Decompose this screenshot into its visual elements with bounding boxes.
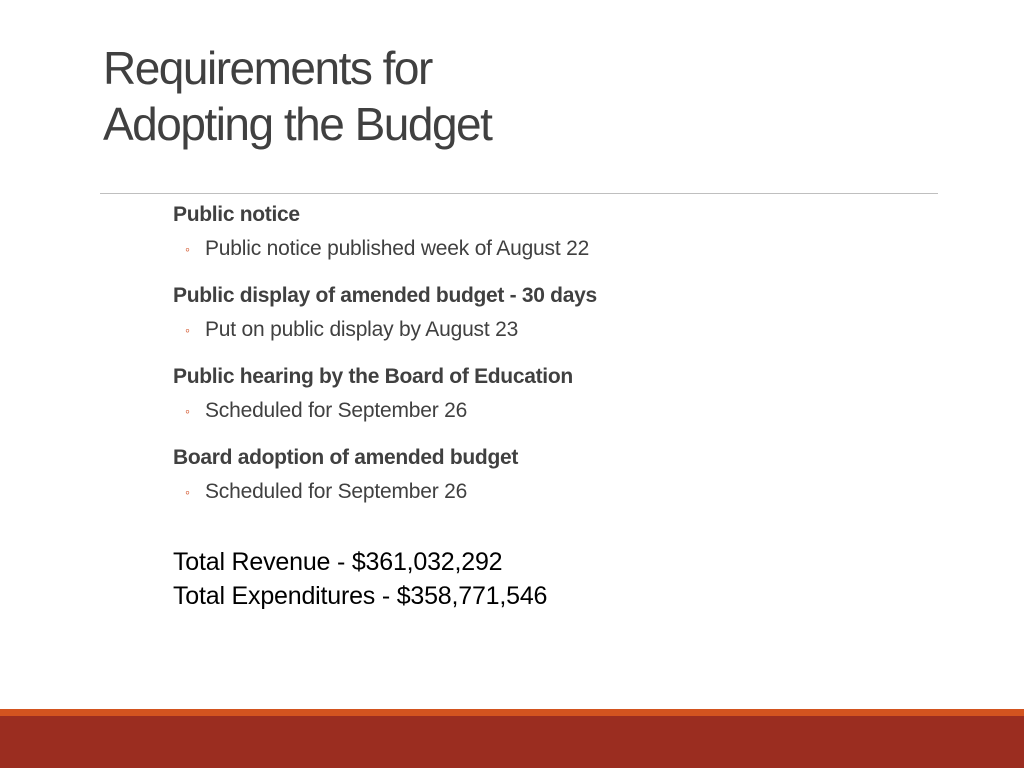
section-detail-text: Public notice published week of August 22	[205, 237, 590, 260]
footer-band	[0, 716, 1024, 768]
total-expenditures: Total Expenditures - $358,771,546	[173, 582, 548, 610]
circle-bullet-icon: ◦	[185, 322, 190, 338]
circle-bullet-icon: ◦	[185, 403, 190, 419]
section-detail	[173, 392, 933, 430]
section-detail	[173, 473, 933, 511]
title-line-2: Adopting the Budget	[103, 98, 492, 150]
budget-totals	[173, 545, 933, 613]
section-detail-text: Scheduled for September 26	[205, 480, 468, 503]
section-heading: Public notice	[173, 203, 300, 226]
section-heading: Board adoption of amended budget	[173, 446, 519, 469]
total-revenue: Total Revenue - $361,032,292	[173, 548, 503, 576]
section-public-notice	[173, 200, 933, 268]
circle-bullet-icon: ◦	[185, 241, 190, 257]
slide-title	[103, 40, 903, 152]
slide-content	[173, 200, 933, 613]
section-public-display	[173, 281, 933, 349]
section-heading: Public hearing by the Board of Education	[173, 365, 573, 388]
section-heading: Public display of amended budget - 30 days	[173, 284, 597, 307]
section-detail-text: Scheduled for September 26	[205, 399, 468, 422]
circle-bullet-icon: ◦	[185, 484, 190, 500]
section-public-hearing	[173, 362, 933, 430]
section-detail-text: Put on public display by August 23	[205, 318, 519, 341]
section-board-adoption	[173, 443, 933, 511]
section-detail	[173, 311, 933, 349]
title-divider	[100, 193, 938, 194]
title-line-1: Requirements for	[103, 42, 432, 94]
section-detail	[173, 230, 933, 268]
footer-accent-band	[0, 709, 1024, 716]
